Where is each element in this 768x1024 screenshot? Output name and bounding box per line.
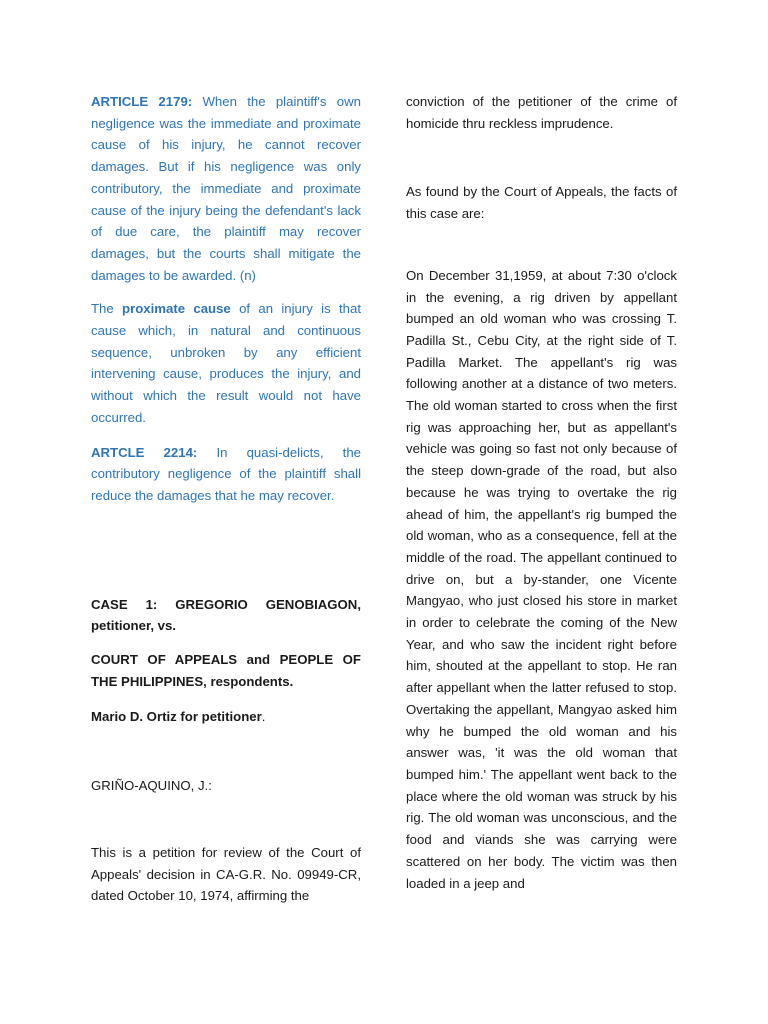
continuation-paragraph: conviction of the petitioner of the crime of homicide thru reckless imprudence.: [406, 94, 677, 131]
proximate-cause-text: of an injury is that cause which, in natural and continuous sequence, unbroken by any efficient intervening cause, produces the injury, and without which the result would not have occurred.: [91, 301, 361, 425]
article-2179-label: ARTICLE 2179:: [91, 94, 193, 109]
article-2214-text: In quasi-delicts, the contributory negligence of the plaintiff shall reduce the damages that he may recover.: [91, 444, 361, 503]
article-2214-paragraph: [91, 442, 361, 507]
proximate-cause-term: proximate cause: [122, 301, 231, 317]
proximate-cause-lead: The: [91, 301, 123, 317]
counsel-line: [91, 706, 361, 728]
proximate-cause-paragraph: [91, 298, 361, 428]
case-title: CASE 1: GREGORIO GENOBIAGON, petitioner, vs.: [91, 596, 361, 634]
article-2179-text: When the plaintiff's own negligence was the immediate and proximate cause of his injury, he cannot recover damages. But if his negligence was only contributory, the immediate and proximate cause of the injury being the defendant's lack of due care, the plaintiff may recover damages, but the courts shall mitigate the damages to be awarded. (n): [91, 94, 361, 283]
counsel-period: .: [261, 709, 266, 725]
facts-intro-paragraph: As found by the Court of Appeals, the facts of this case are:: [406, 184, 677, 222]
counsel-name: Mario D. Ortiz for petitioner: [91, 709, 262, 725]
article-2214-label: ARTCLE 2214:: [91, 444, 198, 460]
intro-paragraph: This is a petition for review of the Court of Appeals' decision in CA-G.R. No. 09949-CR, dated October 10, 1974, affirming the: [91, 844, 361, 904]
facts-paragraph: On December 31,1959, at about 7:30 o'clock in the evening, a rig driven by appellant bumped an old woman who was crossing T. Padilla St., Cebu City, at the right side of T. Padilla Market. The appellant's rig was following another at a distance of two meters. The old woman started to cross when the first rig was approaching her, but as appellant's vehicle was going so fast not only because of the steep down-grade of the road, but also because he was trying to overtake the rig ahead of him, the appellant's rig bumped the old woman, who as a consequence, fell at the middle of the road. The appellant continued to drive on, but a by-stander, one Vicente Mangyao, who just closed his store in market in order to celebrate the coming of the New Year, and who saw the incident right before him, shouted at the appellant to stop. He ran after appellant when the latter refused to stop. Overtaking the appellant, Mangyao asked him why he bumped the old woman and his answer was, 'it was the old woman that bumped him.' The appellant went back to the place where the old woman was struck by his rig. The old woman was unconscious, and the food and viands she was carrying were scattered on her body. The victim was then loaded in a jeep and: [406, 267, 677, 891]
ponente-line: GRIÑO-AQUINO, J.:: [91, 778, 212, 794]
case-respondents: COURT OF APPEALS and PEOPLE OF THE PHILIPPINES, respondents.: [91, 652, 361, 689]
right-column: [406, 91, 677, 894]
left-column: [91, 91, 361, 907]
article-2179-paragraph: [91, 91, 361, 286]
